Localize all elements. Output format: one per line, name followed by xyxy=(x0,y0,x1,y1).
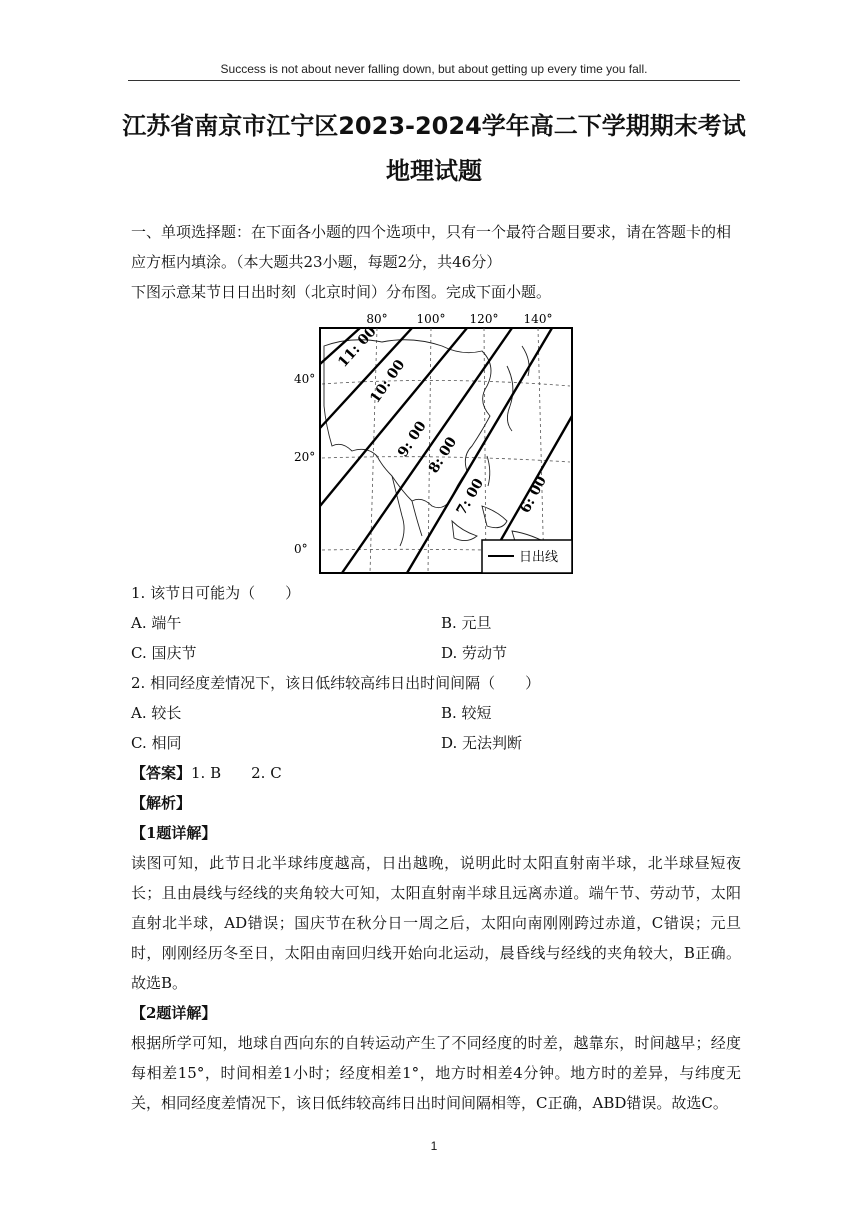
document-subtitle: 地理试题 xyxy=(386,157,482,185)
lat-label: 40° xyxy=(294,372,316,386)
sunrise-label: 11: 00 xyxy=(335,323,380,371)
sunrise-map xyxy=(282,306,582,580)
sunrise-label: 7: 00 xyxy=(453,475,488,518)
question-1-option-c: C. 国庆节 xyxy=(131,644,197,662)
sunrise-label: 6: 00 xyxy=(517,473,550,516)
question-1-option-a: A. 端午 xyxy=(131,614,182,632)
header-motto: Success is not about never falling down, but about getting up every time you fall. xyxy=(220,62,648,76)
analysis-label: 【解析】 xyxy=(131,794,192,812)
sunrise-map-figure xyxy=(282,306,582,580)
question-1-option-b: B. 元旦 xyxy=(441,614,492,632)
question-2-option-d: D. 无法判断 xyxy=(441,734,523,752)
question-2-option-b: B. 较短 xyxy=(441,704,492,722)
question-2-stem: 2. 相同经度差情况下，该日低纬较高纬日出时间间隔（ ） xyxy=(131,674,541,692)
lat-label: 20° xyxy=(294,450,316,464)
lon-label: 140° xyxy=(523,312,553,326)
sunrise-label: 9: 00 xyxy=(394,418,430,461)
page-number: 1 xyxy=(430,1139,438,1153)
answer-row xyxy=(131,758,741,788)
legend-label: 日出线 xyxy=(519,550,559,565)
lon-label: 80° xyxy=(366,312,388,326)
question-1-stem: 1. 该节日可能为（ ） xyxy=(131,584,301,602)
question-2-option-c: C. 相同 xyxy=(131,734,182,752)
answer-label: 【答案】 xyxy=(131,764,192,782)
detail-2-label: 【2题详解】 xyxy=(131,1004,217,1022)
detail-2-text: 根据所学可知，地球自西向东的自转运动产生了不同经度的时差，越靠东，时间越早；经度每相差15°，时间相差1小时；经度相差1°，地方时相差4分钟。地方时的差异，与纬度无关，相同经度差情况下，该日低纬较高纬日出时间间隔相等，C正确，ABD错误。故选C。 xyxy=(131,1034,741,1112)
lat-label: 0° xyxy=(294,542,308,556)
section-instruction-line2: 应方框内填涂。（本大题共23小题，每题2分，共46分） xyxy=(131,253,502,271)
lon-label: 120° xyxy=(469,312,499,326)
document-title: 江苏省南京市江宁区2023-2024学年高二下学期期末考试 xyxy=(122,112,746,140)
detail-1-text: 读图可知，此节日北半球纬度越高，日出越晚，说明此时太阳直射南半球，北半球昼短夜长；且由晨线与经线的夹角较大可知，太阳直射南半球且远离赤道。端午节、劳动节，太阳直射北半球，AD错误；国庆节在秋分日一周之后，太阳向南刚刚跨过赤道，C错误；元旦时，刚刚经历冬至日，太阳由南回归线开始向北运动，晨昏线与经线的夹角较大，B正确。故选B。 xyxy=(131,854,741,992)
sunrise-label: 8: 00 xyxy=(425,434,461,477)
question-1-option-d: D. 劳动节 xyxy=(441,644,508,662)
sunrise-label: 10: 00 xyxy=(367,356,409,407)
question-group-stem: 下图示意某节日日出时刻（北京时间）分布图。完成下面小题。 xyxy=(131,283,552,301)
question-2-option-a: A. 较长 xyxy=(131,704,182,722)
answer-value: 1. B 2. C xyxy=(191,764,282,782)
detail-1-label: 【1题详解】 xyxy=(131,824,217,842)
header-rule xyxy=(128,80,740,81)
section-instruction-line1: 一、单项选择题：在下面各小题的四个选项中，只有一个最符合题目要求，请在答题卡的相 xyxy=(131,223,732,241)
lon-label: 100° xyxy=(416,312,446,326)
